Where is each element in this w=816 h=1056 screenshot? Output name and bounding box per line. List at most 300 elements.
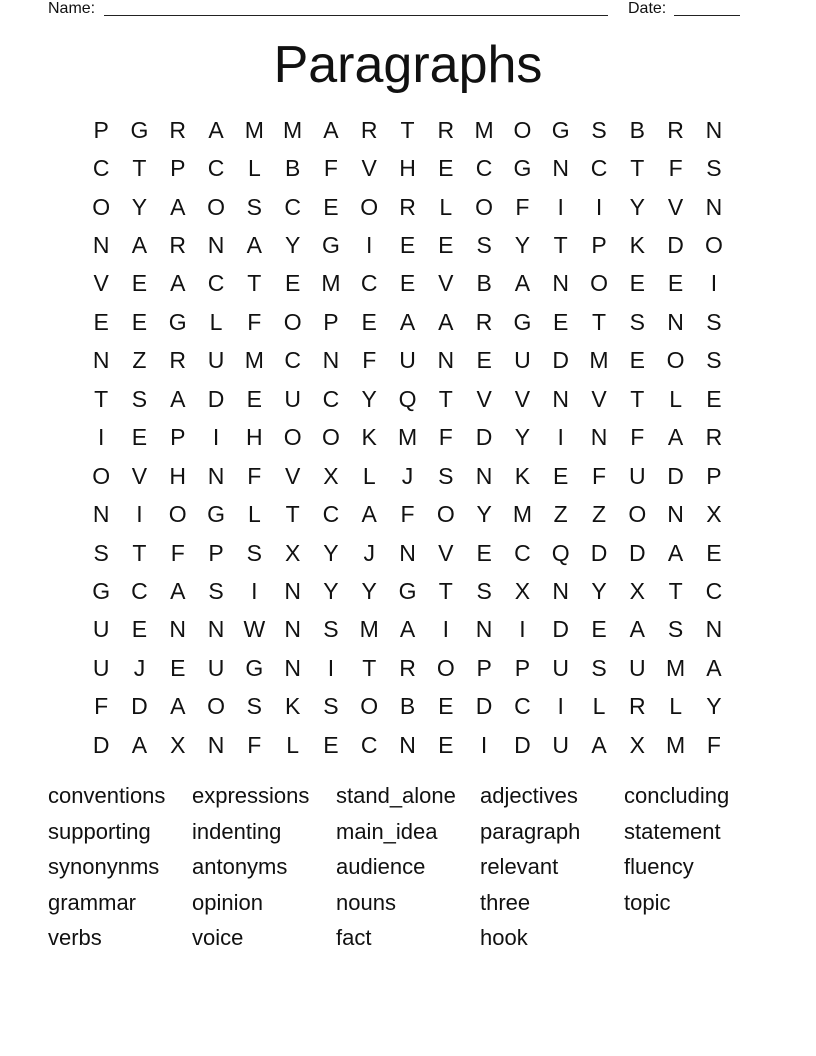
grid-letter: U: [207, 347, 225, 374]
grid-letter: N: [552, 577, 570, 604]
grid-letter: L: [247, 501, 261, 528]
grid-letter: E: [438, 155, 454, 182]
grid-letter: O: [92, 193, 111, 220]
grid-letter: N: [552, 385, 570, 412]
grid-letter: R: [169, 347, 187, 374]
grid-letter: D: [667, 462, 684, 489]
grid-letter: T: [630, 155, 645, 182]
grid-letter: C: [590, 155, 608, 182]
grid-letter: T: [132, 539, 147, 566]
grid-letter: A: [323, 116, 339, 143]
worksheet-title: Paragraphs: [273, 36, 543, 94]
grid-letter: U: [628, 654, 646, 681]
grid-letter: S: [476, 577, 492, 604]
grid-letter: M: [397, 424, 418, 451]
grid-letter: J: [133, 654, 146, 681]
grid-letter: N: [475, 616, 493, 643]
word-bank-item: synonynms: [48, 854, 160, 879]
grid-letter: T: [400, 116, 415, 143]
grid-letter: E: [438, 731, 454, 758]
word-bank-item: statement: [624, 818, 721, 844]
grid-letter: O: [436, 501, 455, 528]
grid-letter: U: [628, 462, 646, 489]
grid-letter: T: [132, 155, 147, 182]
grid-letter: H: [399, 155, 416, 182]
grid-letter: E: [131, 308, 148, 335]
grid-letter: R: [437, 116, 455, 143]
grid-letter: S: [706, 308, 722, 335]
grid-letter: R: [169, 116, 187, 143]
grid-letter: L: [209, 308, 223, 335]
grid-letter: C: [475, 155, 493, 182]
grid-letter: N: [475, 462, 493, 489]
grid-letter: S: [591, 116, 607, 143]
word-bank-item: voice: [192, 925, 244, 950]
grid-letter: N: [552, 270, 570, 297]
grid-letter: T: [247, 270, 262, 297]
grid-letter: D: [475, 424, 493, 451]
grid-letter: G: [207, 501, 225, 528]
grid-letter: X: [170, 731, 186, 758]
grid-letter: N: [437, 347, 455, 374]
grid-letter: B: [476, 270, 492, 297]
grid-letter: A: [399, 616, 416, 643]
grid-letter: S: [629, 308, 645, 335]
word-bank-item: main_idea: [336, 818, 438, 844]
grid-letter: Y: [706, 693, 722, 720]
grid-letter: O: [360, 193, 379, 220]
grid-letter: R: [475, 308, 493, 335]
grid-letter: B: [284, 155, 301, 182]
word-bank-item: stand_alone: [336, 783, 456, 808]
grid-letter: I: [97, 424, 105, 451]
grid-letter: O: [513, 116, 532, 143]
grid-letter: N: [705, 116, 723, 143]
grid-letter: F: [630, 424, 645, 451]
grid-letter: C: [514, 693, 531, 720]
grid-letter: F: [247, 462, 262, 489]
grid-letter: V: [476, 385, 492, 412]
grid-letter: O: [283, 424, 302, 451]
grid-letter: O: [283, 308, 302, 335]
word-bank-item: relevant: [480, 854, 559, 879]
grid-letter: A: [170, 270, 186, 297]
grid-letter: C: [705, 577, 723, 604]
word-bank-item: nouns: [336, 889, 396, 915]
grid-letter: F: [438, 424, 453, 451]
word-bank-item: paragraph: [480, 818, 581, 844]
name-label: Name:: [48, 0, 96, 17]
grid-letter: A: [170, 385, 186, 412]
grid-letter: Y: [591, 577, 607, 604]
grid-letter: O: [207, 693, 225, 720]
grid-letter: O: [207, 193, 225, 220]
grid-letter: K: [514, 462, 531, 489]
grid-letter: I: [136, 501, 143, 528]
grid-letter: D: [667, 232, 684, 259]
grid-letter: V: [438, 539, 454, 566]
grid-letter: V: [284, 462, 301, 489]
grid-letter: O: [628, 501, 647, 528]
grid-letter: S: [323, 616, 339, 643]
grid-letter: I: [595, 193, 603, 220]
grid-letter: L: [286, 731, 300, 758]
grid-letter: Y: [629, 193, 645, 220]
grid-letter: X: [629, 731, 645, 758]
grid-letter: F: [706, 731, 721, 758]
grid-letter: P: [170, 424, 186, 451]
grid-letter: T: [668, 577, 683, 604]
grid-letter: T: [438, 577, 453, 604]
grid-letter: M: [244, 347, 264, 374]
word-bank-item: supporting: [48, 818, 151, 844]
grid-letter: J: [363, 539, 375, 566]
word-bank-item: adjectives: [480, 783, 578, 808]
grid-letter: V: [93, 270, 109, 297]
grid-letter: F: [323, 155, 338, 182]
grid-letter: M: [666, 731, 686, 758]
grid-letter: P: [706, 462, 722, 489]
grid-letter: E: [667, 270, 684, 297]
grid-letter: M: [474, 116, 494, 143]
grid-letter: I: [557, 424, 564, 451]
grid-letter: I: [251, 577, 258, 604]
grid-letter: I: [366, 232, 373, 259]
grid-letter: M: [666, 654, 686, 681]
grid-letter: S: [323, 693, 339, 720]
grid-letter: L: [592, 693, 606, 720]
grid-letter: Q: [398, 385, 417, 412]
grid-letter: H: [246, 424, 263, 451]
grid-letter: P: [323, 308, 339, 335]
grid-letter: N: [207, 232, 225, 259]
date-label: Date:: [628, 0, 667, 17]
grid-letter: Y: [361, 577, 377, 604]
grid-letter: E: [629, 347, 645, 374]
grid-letter: P: [514, 654, 531, 681]
grid-letter: U: [92, 654, 110, 681]
grid-letter: A: [629, 616, 645, 643]
grid-letter: R: [667, 116, 684, 143]
grid-letter: L: [669, 385, 682, 412]
grid-letter: M: [589, 347, 609, 374]
grid-letter: Y: [323, 577, 339, 604]
grid-letter: C: [284, 193, 301, 220]
grid-letter: E: [629, 270, 645, 297]
grid-letter: N: [322, 347, 340, 374]
grid-letter: O: [590, 270, 608, 297]
grid-letter: E: [438, 232, 454, 259]
grid-letter: Y: [514, 232, 531, 259]
grid-letter: R: [360, 116, 378, 143]
grid-letter: U: [207, 654, 225, 681]
word-bank-item: expressions: [192, 783, 310, 808]
grid-letter: C: [322, 501, 340, 528]
grid-letter: L: [439, 193, 453, 220]
grid-letter: V: [591, 385, 607, 412]
grid-letter: A: [170, 693, 186, 720]
grid-letter: N: [552, 155, 570, 182]
grid-letter: G: [130, 116, 149, 143]
grid-letter: L: [669, 693, 682, 720]
word-bank-item: audience: [336, 854, 426, 879]
grid-letter: G: [551, 116, 570, 143]
grid-letter: C: [207, 270, 225, 297]
grid-letter: Q: [551, 539, 570, 566]
grid-letter: A: [361, 501, 377, 528]
grid-letter: R: [399, 654, 416, 681]
grid-letter: Z: [591, 501, 607, 528]
grid-letter: W: [243, 616, 266, 643]
grid-letter: S: [667, 616, 684, 643]
grid-letter: E: [323, 193, 339, 220]
grid-letter: N: [207, 731, 225, 758]
word-bank-item: conventions: [48, 783, 166, 808]
grid-letter: C: [284, 347, 301, 374]
worksheet-header: [48, 0, 742, 20]
grid-letter: O: [92, 462, 111, 489]
grid-letter: V: [438, 270, 454, 297]
grid-letter: T: [285, 501, 300, 528]
grid-letter: E: [246, 385, 262, 412]
grid-letter: Y: [476, 501, 492, 528]
grid-letter: X: [323, 462, 339, 489]
grid-letter: F: [247, 308, 262, 335]
grid-letter: A: [131, 232, 148, 259]
word-bank-item: indenting: [192, 818, 282, 844]
grid-letter: O: [704, 232, 723, 259]
grid-letter: U: [284, 385, 301, 412]
grid-letter: P: [476, 654, 492, 681]
grid-letter: D: [475, 693, 493, 720]
grid-letter: K: [361, 424, 377, 451]
grid-letter: P: [591, 232, 607, 259]
grid-letter: E: [476, 347, 492, 374]
grid-letter: D: [628, 539, 646, 566]
grid-letter: A: [399, 308, 416, 335]
grid-letter: P: [93, 116, 109, 143]
grid-letter: P: [170, 155, 186, 182]
grid-letter: N: [169, 616, 187, 643]
grid-letter: N: [284, 616, 301, 643]
word-bank-item: concluding: [624, 783, 730, 808]
grid-letter: I: [710, 270, 718, 297]
grid-letter: L: [247, 155, 261, 182]
grid-letter: S: [93, 539, 109, 566]
grid-letter: E: [170, 654, 186, 681]
grid-letter: F: [668, 155, 683, 182]
grid-letter: C: [207, 155, 225, 182]
grid-letter: S: [476, 232, 492, 259]
grid-letter: S: [706, 155, 722, 182]
grid-letter: M: [244, 116, 264, 143]
grid-letter: H: [169, 462, 187, 489]
grid-letter: U: [514, 347, 531, 374]
word-bank-item: antonyms: [192, 854, 288, 879]
grid-letter: T: [362, 654, 377, 681]
grid-letter: D: [131, 693, 148, 720]
grid-letter: F: [362, 347, 377, 374]
grid-letter: Y: [323, 539, 339, 566]
grid-letter: C: [322, 385, 340, 412]
grid-letter: X: [629, 577, 645, 604]
grid-letter: U: [552, 654, 570, 681]
grid-letter: I: [480, 731, 488, 758]
name-blank-line: [104, 15, 608, 16]
grid-letter: N: [399, 731, 416, 758]
grid-letter: Y: [514, 424, 531, 451]
grid-letter: A: [667, 539, 684, 566]
grid-letter: I: [557, 193, 564, 220]
grid-letter: N: [207, 616, 225, 643]
grid-letter: Z: [553, 501, 568, 528]
grid-letter: I: [519, 616, 526, 643]
grid-letter: Y: [284, 232, 301, 259]
grid-letter: C: [514, 539, 531, 566]
grid-letter: U: [399, 347, 416, 374]
word-bank-item: three: [480, 889, 531, 915]
grid-letter: F: [591, 462, 607, 489]
grid-letter: G: [168, 308, 187, 335]
grid-letter: A: [170, 577, 186, 604]
grid-letter: V: [131, 462, 148, 489]
grid-letter: N: [92, 501, 110, 528]
grid-letter: L: [362, 462, 376, 489]
grid-letter: A: [170, 193, 186, 220]
date-blank-line: [674, 15, 740, 16]
grid-letter: N: [92, 232, 110, 259]
grid-letter: J: [401, 462, 414, 489]
grid-letter: R: [705, 424, 723, 451]
grid-letter: A: [706, 654, 722, 681]
grid-letter: I: [442, 616, 450, 643]
grid-letter: N: [207, 462, 225, 489]
grid-letter: O: [666, 347, 685, 374]
grid-letter: A: [514, 270, 531, 297]
grid-letter: D: [552, 616, 570, 643]
grid-letter: F: [247, 731, 262, 758]
grid-letter: X: [514, 577, 531, 604]
grid-letter: A: [438, 308, 454, 335]
grid-letter: E: [131, 270, 148, 297]
grid-letter: B: [399, 693, 416, 720]
grid-letter: C: [360, 270, 378, 297]
grid-letter: O: [475, 193, 494, 220]
grid-letter: U: [92, 616, 110, 643]
grid-letter: I: [327, 654, 335, 681]
grid-letter: S: [246, 193, 262, 220]
grid-letter: A: [667, 424, 684, 451]
grid-letter: E: [553, 308, 569, 335]
grid-letter: T: [630, 385, 645, 412]
grid-letter: E: [553, 462, 569, 489]
grid-letter: I: [212, 424, 220, 451]
grid-letter: O: [168, 501, 187, 528]
grid-letter: S: [706, 347, 722, 374]
grid-letter: F: [400, 501, 415, 528]
grid-letter: S: [131, 385, 148, 412]
grid-letter: N: [92, 347, 110, 374]
grid-letter: E: [476, 539, 492, 566]
grid-letter: S: [246, 539, 262, 566]
grid-letter: A: [208, 116, 224, 143]
letter-grid: [82, 111, 734, 764]
word-bank-item: verbs: [48, 925, 102, 950]
grid-letter: B: [629, 116, 645, 143]
grid-letter: E: [323, 731, 339, 758]
word-bank-item: topic: [624, 889, 671, 915]
grid-letter: Z: [132, 347, 147, 374]
grid-letter: N: [284, 654, 301, 681]
grid-letter: M: [359, 616, 379, 643]
grid-letter: R: [399, 193, 416, 220]
grid-letter: F: [515, 193, 530, 220]
grid-letter: V: [361, 155, 377, 182]
grid-letter: C: [360, 731, 378, 758]
grid-letter: N: [705, 616, 723, 643]
word-bank-item: hook: [480, 925, 528, 950]
grid-letter: G: [513, 155, 532, 182]
grid-letter: T: [591, 308, 607, 335]
word-bank: [48, 780, 768, 958]
grid-letter: M: [512, 501, 532, 528]
grid-letter: X: [284, 539, 301, 566]
grid-letter: N: [705, 193, 723, 220]
grid-letter: X: [706, 501, 722, 528]
grid-letter: C: [92, 155, 110, 182]
grid-letter: I: [557, 693, 564, 720]
grid-letter: E: [93, 308, 109, 335]
grid-letter: N: [284, 577, 301, 604]
grid-letter: E: [131, 424, 148, 451]
grid-letter: D: [552, 347, 570, 374]
grid-letter: N: [590, 424, 608, 451]
grid-letter: O: [436, 654, 455, 681]
grid-letter: N: [667, 501, 684, 528]
grid-letter: Y: [361, 385, 377, 412]
grid-letter: E: [591, 616, 607, 643]
grid-letter: T: [94, 385, 109, 412]
grid-letter: Y: [131, 193, 148, 220]
grid-letter: E: [438, 693, 454, 720]
grid-letter: A: [591, 731, 607, 758]
grid-letter: A: [246, 232, 262, 259]
grid-letter: E: [399, 232, 416, 259]
grid-letter: D: [92, 731, 110, 758]
grid-letter: K: [629, 232, 645, 259]
grid-letter: N: [399, 539, 416, 566]
grid-letter: F: [94, 693, 109, 720]
grid-letter: E: [284, 270, 301, 297]
grid-letter: P: [208, 539, 224, 566]
grid-letter: U: [552, 731, 570, 758]
grid-letter: E: [399, 270, 416, 297]
grid-letter: S: [438, 462, 454, 489]
grid-letter: R: [628, 693, 646, 720]
grid-letter: G: [398, 577, 417, 604]
word-bank-item: opinion: [192, 889, 263, 915]
grid-letter: V: [667, 193, 684, 220]
grid-letter: G: [321, 232, 340, 259]
grid-letter: O: [321, 424, 340, 451]
word-bank-item: fact: [336, 925, 372, 950]
grid-letter: E: [706, 385, 722, 412]
grid-letter: S: [208, 577, 224, 604]
word-bank-item: grammar: [48, 889, 137, 915]
grid-letter: E: [131, 616, 148, 643]
grid-letter: D: [514, 731, 531, 758]
grid-letter: T: [553, 232, 568, 259]
